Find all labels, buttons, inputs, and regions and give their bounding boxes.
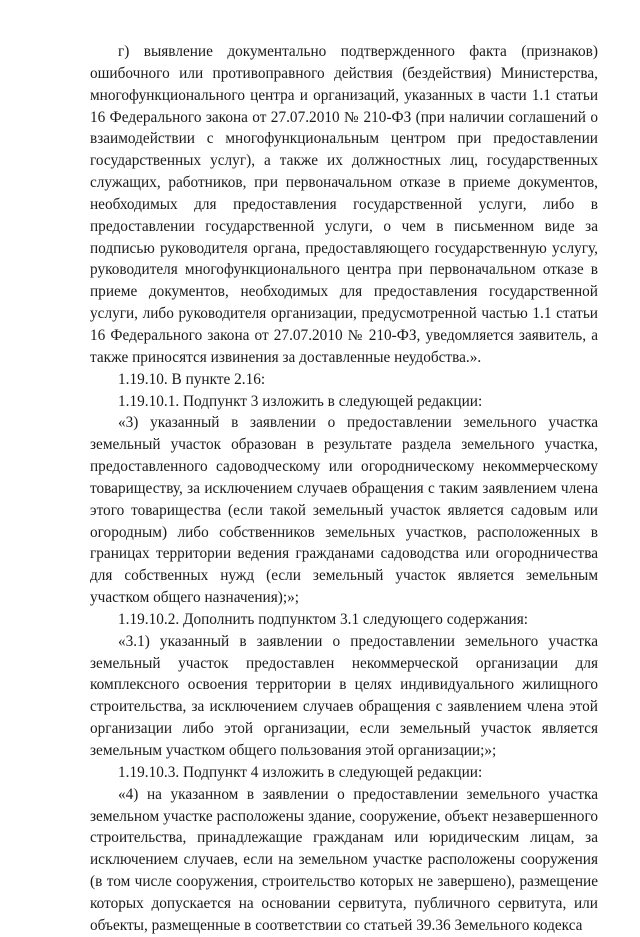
- paragraph-clause-1-19-10-1: 1.19.10.1. Подпункт 3 изложить в следующей редакции:: [118, 392, 483, 410]
- paragraph-subitem-3-1: «3.1) указанный в заявлении о предоставлении земельного участка земельный участок предоставлен некоммерческой организации для комплексного освоения территории в целях индивидуального жилищного строительства, за исключением случаев обращения с заявлением члена этой организации либо этой организации, если земельный участок является земельным участком общего пользования этой организации;»;: [90, 632, 598, 759]
- paragraph-subitem-3: «3) указанный в заявлении о предоставлении земельного участка земельный участок образован в результате раздела земельного участка, предоставленного садоводческому или огородническому некоммерческому товариществу, за исключением случаев обращения с таким заявлением члена этого товарищества (если такой земельный участок является садовым или огородным) либо собственников земельных участков, расположенных в границах территории ведения гражданами садоводства или огородничества для собственных нужд (если земельный участок является земельным участком общего назначения);»;: [90, 414, 598, 607]
- document-body: [90, 41, 598, 937]
- paragraph-item-g: г) выявление документально подтвержденного факта (признаков) ошибочного или противоправного действия (бездействия) Министерства, многофункционального центра и организаций, указанных в части 1.1 статьи 16 Федерального закона от 27.07.2010 № 210-ФЗ (при наличии соглашений о взаимодействии с многофункциональным центром при предоставлении государственных услуг), а также их должностных лиц, государственных служащих, работников, при первоначальном отказе в приеме документов, необходимых для предоставления государственной услуги, либо в предоставлении государственной услуги, о чем в письменном виде за подписью руководителя органа, предоставляющего государственную услугу, руководителя многофункционального центра при первоначальном отказе в приеме документов, необходимых для предоставления государственной услуги, либо руководителя организации, предусмотренной частью 1.1 статьи 16 Федерального закона от 27.07.2010 № 210-ФЗ, уведомляется заявитель, а также приносятся извинения за доставленные неудобства.».: [90, 43, 598, 366]
- paragraph-clause-1-19-10-2: 1.19.10.2. Дополнить подпунктом 3.1 следующего содержания:: [118, 610, 528, 628]
- paragraph-clause-1-19-10: 1.19.10. В пункте 2.16:: [118, 370, 266, 388]
- paragraph-subitem-4: «4) на указанном в заявлении о предоставлении земельного участка земельном участке расположены здание, сооружение, объект незавершенного строительства, принадлежащие гражданам или юридическим лицам, за исключением случаев, если на земельном участке расположены сооружения (в том числе сооружения, строительство которых не завершено), размещение которых допускается на основании сервитута, публичного сервитута, или объекты, размещенные в соответствии со статьей 39.36 Земельного кодекса: [90, 785, 598, 934]
- paragraph-clause-1-19-10-3: 1.19.10.3. Подпункт 4 изложить в следующей редакции:: [118, 763, 483, 781]
